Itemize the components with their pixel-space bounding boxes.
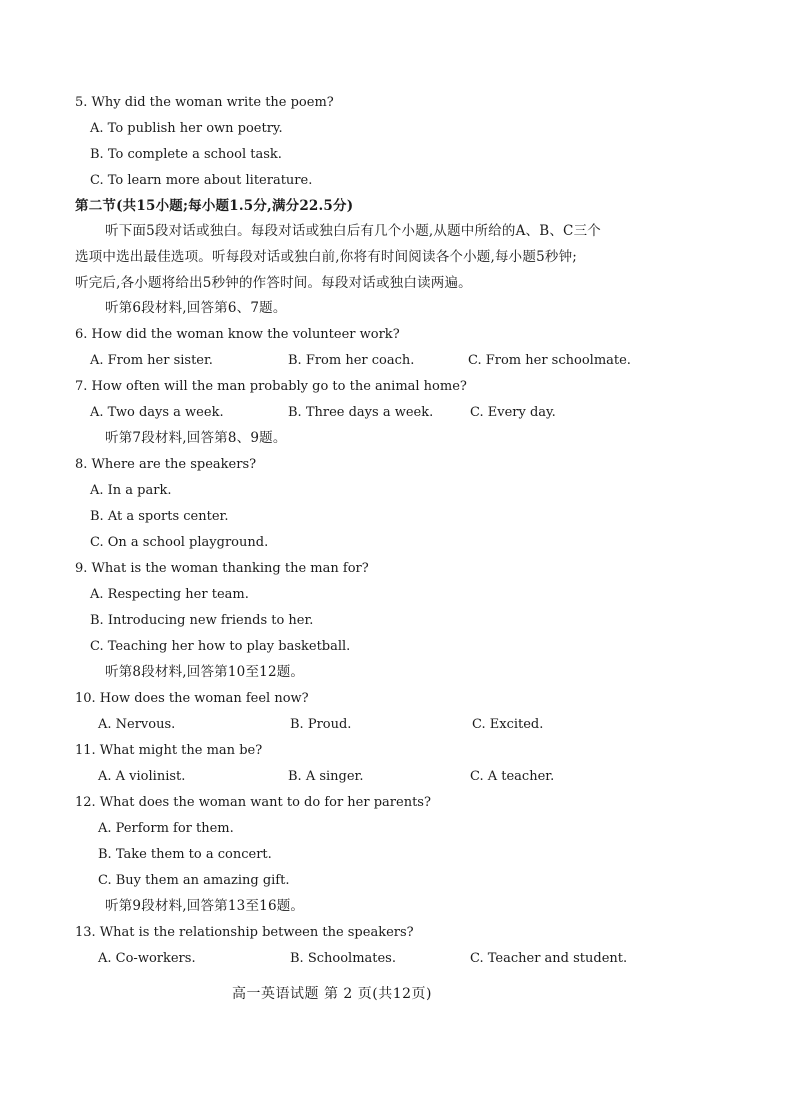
question-6-option-b: B. From her coach. xyxy=(288,353,415,368)
question-7-option-a: A. Two days a week. xyxy=(90,405,224,420)
section-2-title: 第二节(共15小题;每小题1.5分,满分22.5分) xyxy=(75,198,354,214)
material-6-note: 听第6段材料,回答第6、7题。 xyxy=(105,300,287,316)
section-2-instruction-line-3: 听完后,各小题将给出5秒钟的作答时间。每段对话或独白读两遍。 xyxy=(75,275,472,291)
question-12-option-b: B. Take them to a concert. xyxy=(98,847,272,862)
question-5-option-a: A. To publish her own poetry. xyxy=(90,121,283,136)
question-9-option-b: B. Introducing new friends to her. xyxy=(90,613,314,628)
question-5-option-c: C. To learn more about literature. xyxy=(90,173,313,188)
question-7-stem: 7. How often will the man probably go to the animal home? xyxy=(75,379,467,394)
question-13-option-c: C. Teacher and student. xyxy=(470,951,628,966)
question-13-option-b: B. Schoolmates. xyxy=(290,951,396,966)
question-8-option-b: B. At a sports center. xyxy=(90,509,229,524)
question-12-option-c: C. Buy them an amazing gift. xyxy=(98,873,290,888)
question-10-option-c: C. Excited. xyxy=(472,717,544,732)
question-8-stem: 8. Where are the speakers? xyxy=(75,457,257,472)
question-6-stem: 6. How did the woman know the volunteer work? xyxy=(75,327,400,342)
question-6-option-c: C. From her schoolmate. xyxy=(468,353,631,368)
page-footer: 高一英语试题 第 2 页(共12页) xyxy=(232,986,432,1002)
question-11-stem: 11. What might the man be? xyxy=(75,743,263,758)
question-10-option-a: A. Nervous. xyxy=(98,717,176,732)
question-8-option-a: A. In a park. xyxy=(90,483,172,498)
section-2-instruction-line-1: 听下面5段对话或独白。每段对话或独白后有几个小题,从题中所给的A、B、C三个 xyxy=(105,223,601,239)
question-9-option-c: C. Teaching her how to play basketball. xyxy=(90,639,351,654)
question-10-option-b: B. Proud. xyxy=(290,717,352,732)
question-10-stem: 10. How does the woman feel now? xyxy=(75,691,309,706)
material-8-note: 听第8段材料,回答第10至12题。 xyxy=(105,664,305,680)
question-12-option-a: A. Perform for them. xyxy=(98,821,234,836)
section-2-instruction-line-2: 选项中选出最佳选项。听每段对话或独白前,你将有时间阅读各个小题,每小题5秒钟; xyxy=(75,249,578,265)
question-9-option-a: A. Respecting her team. xyxy=(90,587,249,602)
question-13-stem: 13. What is the relationship between the speakers? xyxy=(75,925,414,940)
material-9-note: 听第9段材料,回答第13至16题。 xyxy=(105,898,305,914)
question-12-stem: 12. What does the woman want to do for her parents? xyxy=(75,795,431,810)
question-11-option-b: B. A singer. xyxy=(288,769,364,784)
material-7-note: 听第7段材料,回答第8、9题。 xyxy=(105,430,287,446)
question-8-option-c: C. On a school playground. xyxy=(90,535,269,550)
question-7-option-c: C. Every day. xyxy=(470,405,556,420)
question-5-stem: 5. Why did the woman write the poem? xyxy=(75,95,334,110)
question-11-option-c: C. A teacher. xyxy=(470,769,555,784)
question-6-option-a: A. From her sister. xyxy=(90,353,213,368)
question-5-option-b: B. To complete a school task. xyxy=(90,147,282,162)
question-11-option-a: A. A violinist. xyxy=(98,769,186,784)
question-9-stem: 9. What is the woman thanking the man for? xyxy=(75,561,369,576)
question-7-option-b: B. Three days a week. xyxy=(288,405,434,420)
question-13-option-a: A. Co-workers. xyxy=(98,951,196,966)
